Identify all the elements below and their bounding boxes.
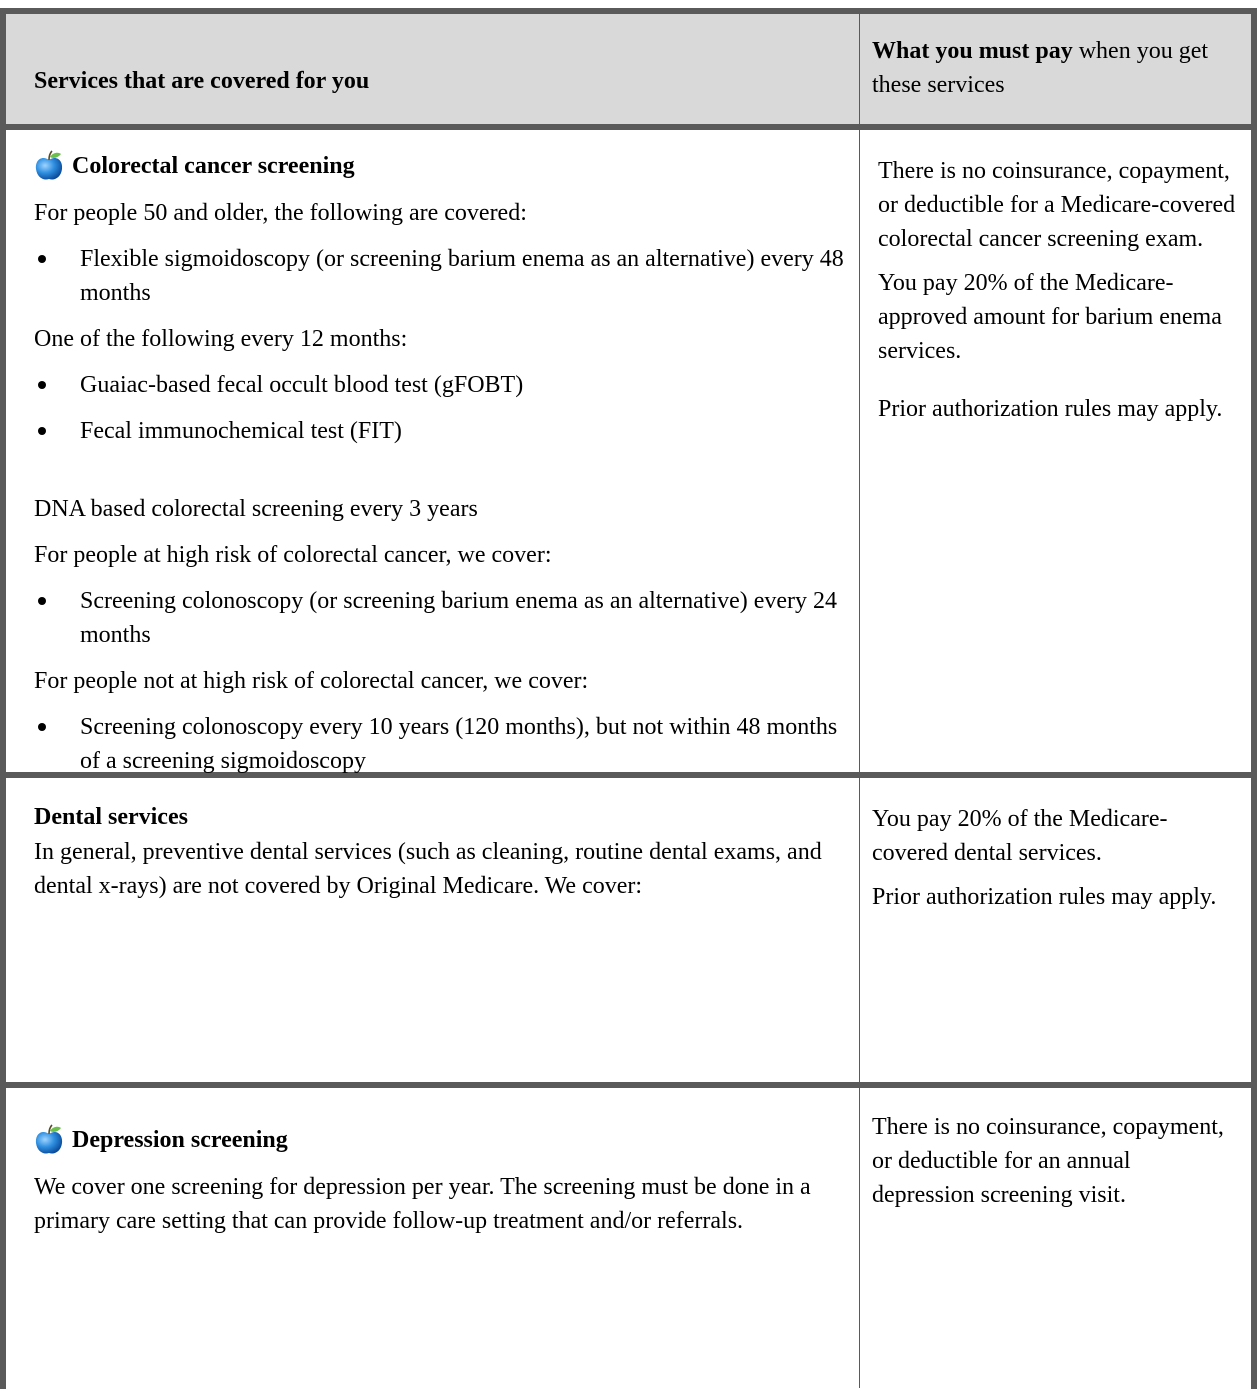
dental-cost xyxy=(872,802,1232,924)
list-item xyxy=(34,368,844,402)
colorectal-intro: For people 50 and older, the following are covered: xyxy=(34,200,527,226)
table-row-dental xyxy=(6,778,1251,1088)
colorectal-description xyxy=(34,150,844,790)
depression-cost xyxy=(872,1110,1232,1222)
bullet-icon xyxy=(38,255,46,263)
colorectal-list-4 xyxy=(34,710,844,778)
colorectal-list-2 xyxy=(34,368,844,448)
list-item-text: Flexible sigmoidoscopy (or screening barium enema as an alternative) every 48 months xyxy=(80,246,844,306)
table-row-colorectal xyxy=(6,130,1251,778)
header-pay-bold: What you must pay xyxy=(872,38,1073,64)
depression-cost-no-coinsurance: There is no coinsurance, copayment, or deductible for an annual depression screening visit. xyxy=(872,1114,1224,1208)
colorectal-list-3 xyxy=(34,584,844,652)
colorectal-cost-prior-auth: Prior authorization rules may apply. xyxy=(878,396,1223,422)
dental-text: In general, preventive dental services (such as cleaning, routine dental exams, and dental x-rays) are not covered by Original Medicare. We cover: xyxy=(34,839,822,899)
list-item xyxy=(34,710,844,778)
column-divider xyxy=(859,14,860,124)
column-divider xyxy=(859,778,860,1082)
list-item xyxy=(34,414,844,448)
colorectal-title: Colorectal cancer screening xyxy=(72,152,355,179)
colorectal-cost-barium: You pay 20% of the Medicare-approved amount for barium enema services. xyxy=(878,270,1222,364)
list-item-text: Screening colonoscopy (or screening barium enema as an alternative) every 24 months xyxy=(80,588,838,648)
depression-title-row xyxy=(34,1124,844,1156)
header-services-covered: Services that are covered for you xyxy=(34,68,370,94)
column-divider xyxy=(859,130,860,772)
benefits-table xyxy=(0,8,1257,1389)
colorectal-list-1 xyxy=(34,242,844,310)
dental-cost-20-percent: You pay 20% of the Medicare-covered dental services. xyxy=(872,806,1168,866)
list-item-text: Fecal immunochemical test (FIT) xyxy=(80,418,402,444)
depression-text: We cover one screening for depression per year. The screening must be done in a primary care setting that can provide follow-up treatment and/or referrals. xyxy=(34,1174,811,1234)
bullet-icon xyxy=(38,597,46,605)
column-divider xyxy=(859,1088,860,1388)
header-pay-rest: when you get these services xyxy=(872,38,1209,98)
dental-description xyxy=(34,804,844,915)
apple-icon xyxy=(34,1124,64,1156)
list-item xyxy=(34,584,844,652)
apple-icon xyxy=(34,150,64,182)
bullet-icon xyxy=(38,381,46,389)
colorectal-every-12-months: One of the following every 12 months: xyxy=(34,326,408,352)
colorectal-high-risk: For people at high risk of colorectal cancer, we cover: xyxy=(34,542,552,568)
bullet-icon xyxy=(38,723,46,731)
header-what-you-pay xyxy=(872,34,1242,102)
list-item-text: Guaiac-based fecal occult blood test (gFOBT) xyxy=(80,372,524,398)
colorectal-cost-no-coinsurance: There is no coinsurance, copayment, or deductible for a Medicare-covered colorectal cancer screening exam. xyxy=(878,158,1236,252)
list-item-text: Screening colonoscopy every 10 years (120 months), but not within 48 months of a screening sigmoidoscopy xyxy=(80,714,838,774)
colorectal-not-high-risk: For people not at high risk of colorectal cancer, we cover: xyxy=(34,668,589,694)
depression-title: Depression screening xyxy=(72,1126,288,1153)
colorectal-cost xyxy=(878,154,1238,436)
dental-cost-prior-auth: Prior authorization rules may apply. xyxy=(872,884,1217,910)
dental-title: Dental services xyxy=(34,804,188,830)
bullet-icon xyxy=(38,427,46,435)
colorectal-title-row xyxy=(34,150,844,182)
list-item xyxy=(34,242,844,310)
colorectal-dna-screening: DNA based colorectal screening every 3 years xyxy=(34,496,478,522)
depression-description xyxy=(34,1124,844,1250)
table-header xyxy=(6,14,1251,130)
table-row-depression xyxy=(6,1088,1251,1388)
